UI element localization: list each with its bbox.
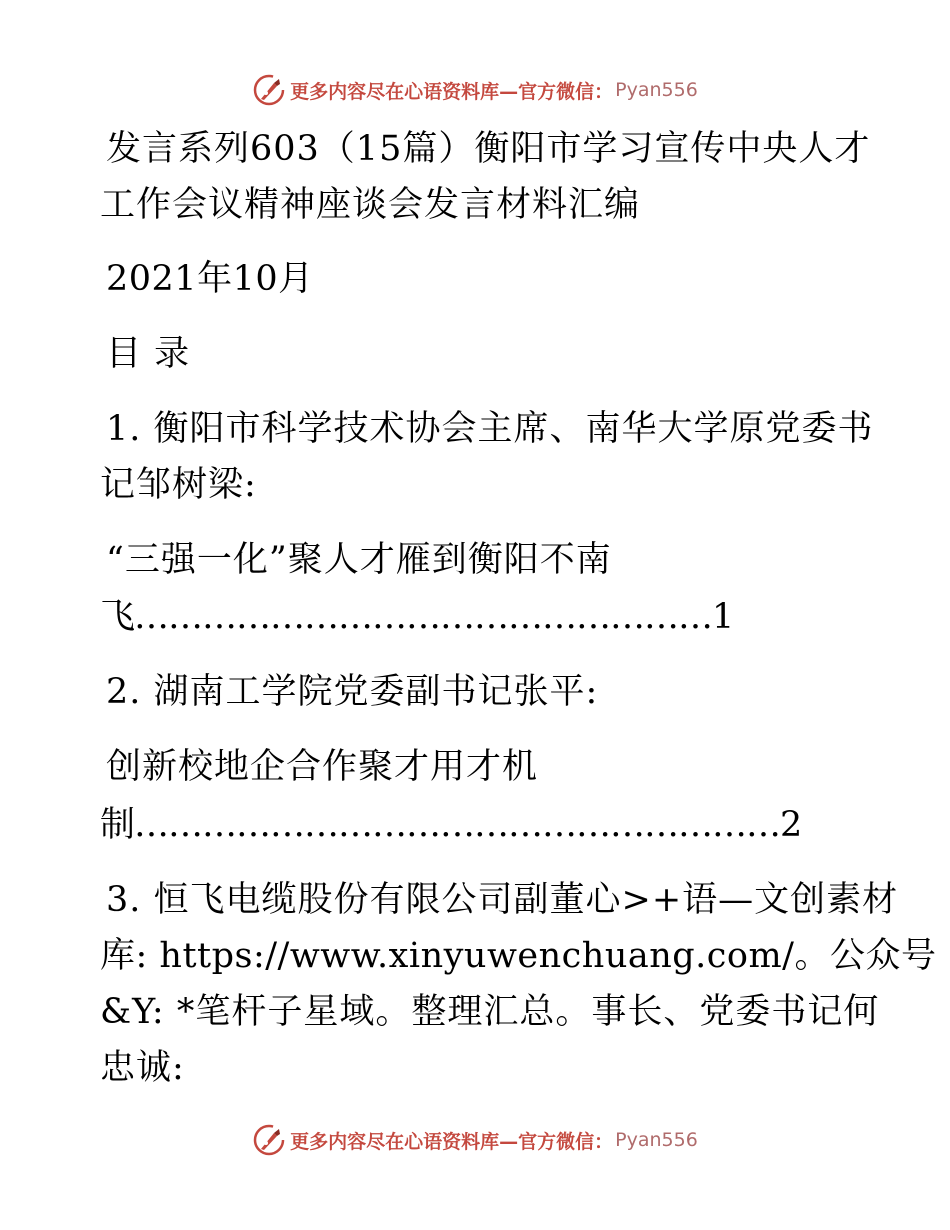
toc-item-2-leader: 制…………………………………………………2 bbox=[100, 805, 802, 845]
watermark-wechat-id: Pyan556 bbox=[615, 79, 698, 101]
toc-item-3-line4: 忠诚: bbox=[100, 1048, 185, 1088]
toc-item-3-line2: 库: https://www.xinyuwenchuang.com/。公众号 bbox=[100, 936, 937, 976]
document-title-line2: 工作会议精神座谈会发言材料汇编 bbox=[100, 185, 641, 225]
watermark-text: 更多内容尽在心语资料库—官方微信： bbox=[290, 1130, 614, 1153]
document-title-line1: 发言系列603（15篇）衡阳市学习宣传中央人才 bbox=[106, 129, 871, 169]
toc-item-3-line1: 3. 恒飞电缆股份有限公司副董心>+语—文创素材 bbox=[106, 880, 899, 920]
toc-item-1-line1: 1. 衡阳市科学技术协会主席、南华大学原党委书 bbox=[106, 409, 874, 449]
watermark-banner-top bbox=[0, 70, 950, 110]
watermark-text: 更多内容尽在心语资料库—官方微信： bbox=[290, 80, 614, 103]
quill-pen-logo-icon bbox=[252, 1123, 286, 1157]
toc-item-2-subtitle: 创新校地企合作聚才用才机 bbox=[106, 747, 539, 787]
toc-item-1-line2: 记邹树梁: bbox=[100, 465, 257, 505]
toc-heading: 目 录 bbox=[106, 334, 191, 374]
quill-pen-logo-icon bbox=[252, 73, 286, 107]
toc-item-1-leader: 飞……………………………………………1 bbox=[100, 597, 734, 637]
toc-item-3-line3: &Y: *笔杆子星域。整理汇总。事长、党委书记何 bbox=[100, 992, 880, 1032]
toc-item-1-subtitle: “三强一化”聚人才雁到衡阳不南 bbox=[106, 540, 612, 580]
toc-item-2-line1: 2. 湖南工学院党委副书记张平: bbox=[106, 672, 599, 712]
watermark-wechat-id: Pyan556 bbox=[615, 1129, 698, 1151]
watermark-banner-bottom bbox=[0, 1120, 950, 1160]
document-date: 2021年10月 bbox=[106, 259, 314, 299]
